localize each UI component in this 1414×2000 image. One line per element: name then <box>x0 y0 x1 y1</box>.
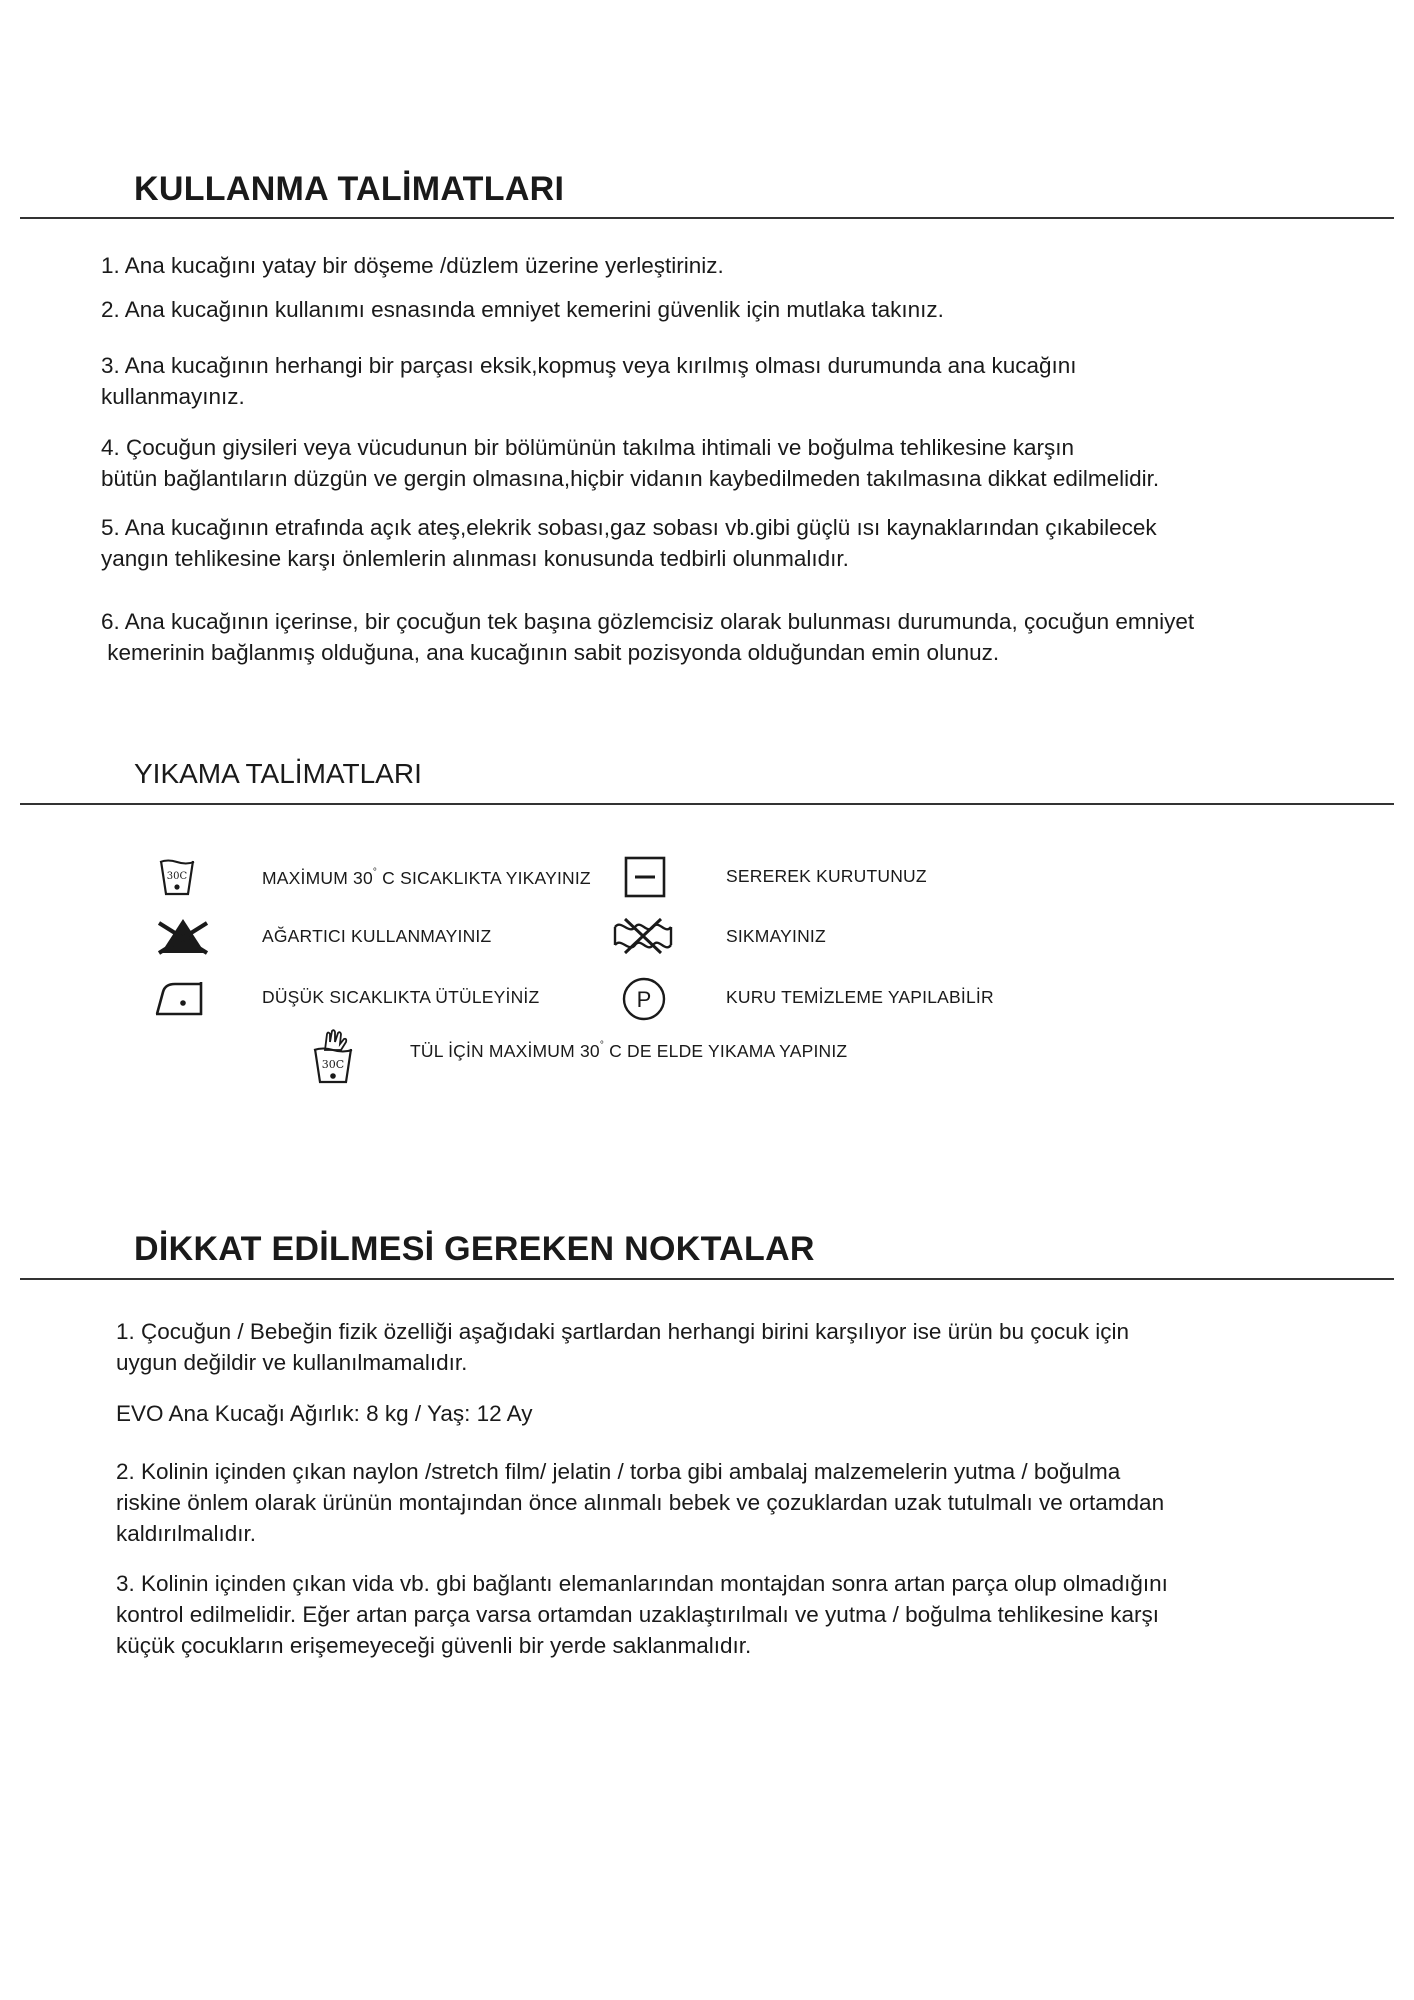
washing-section-title: YIKAMA TALİMATLARI <box>134 758 422 789</box>
usage-item-3 <box>101 350 1077 412</box>
warning-item-3-line-3: küçük çocukların erişemeyeceği güvenli bir yerde saklanmalıdır. <box>116 1633 752 1658</box>
usage-item-2 <box>101 294 944 325</box>
warning-item-1-line-2: uygun değildir ve kullanılmamalıdır. <box>116 1350 468 1375</box>
hand-wash-label-pre: TÜL İÇİN MAXİMUM 30 <box>410 1041 600 1061</box>
warning-item-1-line-1: 1. Çocuğun / Bebeğin fizik özelliği aşağıdaki şartlardan herhangi birini karşılıyor ise ürün bu çocuk için <box>116 1319 1130 1344</box>
dry-clean-label: KURU TEMİZLEME YAPILABİLİR <box>726 987 994 1007</box>
usage-item-3-line-1: 3. Ana kucağının herhangi bir parçası eksik,kopmuş veya kırılmış olması durumunda ana kucağını <box>101 353 1077 378</box>
warning-item-1 <box>116 1316 1129 1378</box>
dry-clean-p-icon <box>621 976 667 1022</box>
iron-low-icon <box>153 976 209 1018</box>
usage-divider <box>20 217 1394 219</box>
usage-item-5-line-2: yangın tehlikesine karşı önlemlerin alınması konusunda tedbirli olunmalıdır. <box>101 546 849 571</box>
product-spec <box>116 1398 533 1429</box>
usage-item-5 <box>101 512 1157 574</box>
usage-item-1 <box>101 250 724 281</box>
max-temp-wash-label <box>262 868 591 889</box>
warning-item-2-line-1: 2. Kolinin içinden çıkan naylon /stretch film/ jelatin / torba gibi ambalaj malzemelerin yutma / boğulma <box>116 1459 1121 1484</box>
dry-clean-symbol: P <box>636 987 652 1012</box>
usage-item-4 <box>101 432 1159 494</box>
no-bleach-icon <box>153 915 213 957</box>
warning-item-3-line-1: 3. Kolinin içinden çıkan vida vb. gbi bağlantı elemanlarından montajdan sonra artan parça olup olmadığını <box>116 1571 1168 1596</box>
usage-item-6-line-2: kemerinin bağlanmış olduğuna, ana kucağının sabit pozisyonda olduğundan emin olunuz. <box>101 640 1000 665</box>
low-iron-label: DÜŞÜK SICAKLIKTA ÜTÜLEYİNİZ <box>262 987 540 1007</box>
warnings-divider <box>20 1278 1394 1280</box>
usage-item-6 <box>101 606 1194 668</box>
usage-item-3-line-2: kullanmayınız. <box>101 384 245 409</box>
dry-flat-icon <box>624 856 666 898</box>
no-bleach-label: AĞARTICI KULLANMAYINIZ <box>262 926 492 946</box>
warning-item-3-line-2: kontrol edilmelidir. Eğer artan parça varsa ortamdan uzaklaştırılmalı ve yutma / boğulma tehlikesine karşı <box>116 1602 1159 1627</box>
no-wring-icon <box>611 915 675 957</box>
degree-mark: ° <box>372 867 378 879</box>
warning-item-2-line-3: kaldırılmalıdır. <box>116 1521 257 1546</box>
warning-item-3 <box>116 1568 1168 1661</box>
washing-divider <box>20 803 1394 805</box>
warning-item-2 <box>116 1456 1164 1549</box>
usage-item-2-line-1: 2. Ana kucağının kullanımı esnasında emniyet kemerini güvenlik için mutlaka takınız. <box>101 297 944 322</box>
washtub-30-icon <box>158 856 196 896</box>
usage-item-4-line-1: 4. Çocuğun giysileri veya vücudunun bir bölümünün takılma ihtimali ve boğulma tehlikesine karşın <box>101 435 1075 460</box>
degree-mark: ° <box>599 1040 605 1052</box>
usage-item-6-line-1: 6. Ana kucağının içerinse, bir çocuğun tek başına gözlemcisiz olarak bulunması durumunda, çocuğun emniyet <box>101 609 1195 634</box>
warning-item-2-line-2: riskine önlem olarak ürünün montajından önce alınmalı bebek ve çozuklardan uzak tutulmalı ve ortamdan <box>116 1490 1165 1515</box>
max-temp-wash-label-pre: MAXİMUM 30 <box>262 868 373 888</box>
no-wring-label: SIKMAYINIZ <box>726 926 826 946</box>
usage-item-4-line-2: bütün bağlantıların düzgün ve gergin olmasına,hiçbir vidanın kaybedilmeden takılmasına dikkat edilmelidir. <box>101 466 1160 491</box>
usage-item-5-line-1: 5. Ana kucağının etrafında açık ateş,elekrik sobası,gaz sobası vb.gibi güçlü ısı kaynaklarından çıkabilecek <box>101 515 1157 540</box>
usage-section-title: KULLANMA TALİMATLARI <box>134 170 565 208</box>
product-spec-line: EVO Ana Kucağı Ağırlık: 8 kg / Yaş: 12 Ay <box>116 1401 533 1426</box>
max-temp-wash-label-post: C SICAKLIKTA YIKAYINIZ <box>377 868 591 888</box>
hand-wash-label-post: C DE ELDE YIKAMA YAPINIZ <box>604 1041 848 1061</box>
hand-wash-temp-label: 30C <box>321 1058 345 1071</box>
usage-item-1-line-1: 1. Ana kucağını yatay bir döşeme /düzlem üzerine yerleştiriniz. <box>101 253 724 278</box>
washtub-temp-label: 30C <box>166 871 188 882</box>
flat-dry-label: SEREREK KURUTUNUZ <box>726 866 927 886</box>
warnings-section-title: DİKKAT EDİLMESİ GEREKEN NOKTALAR <box>134 1230 815 1268</box>
hand-wash-30-icon <box>311 1028 355 1084</box>
hand-wash-label <box>410 1041 847 1062</box>
